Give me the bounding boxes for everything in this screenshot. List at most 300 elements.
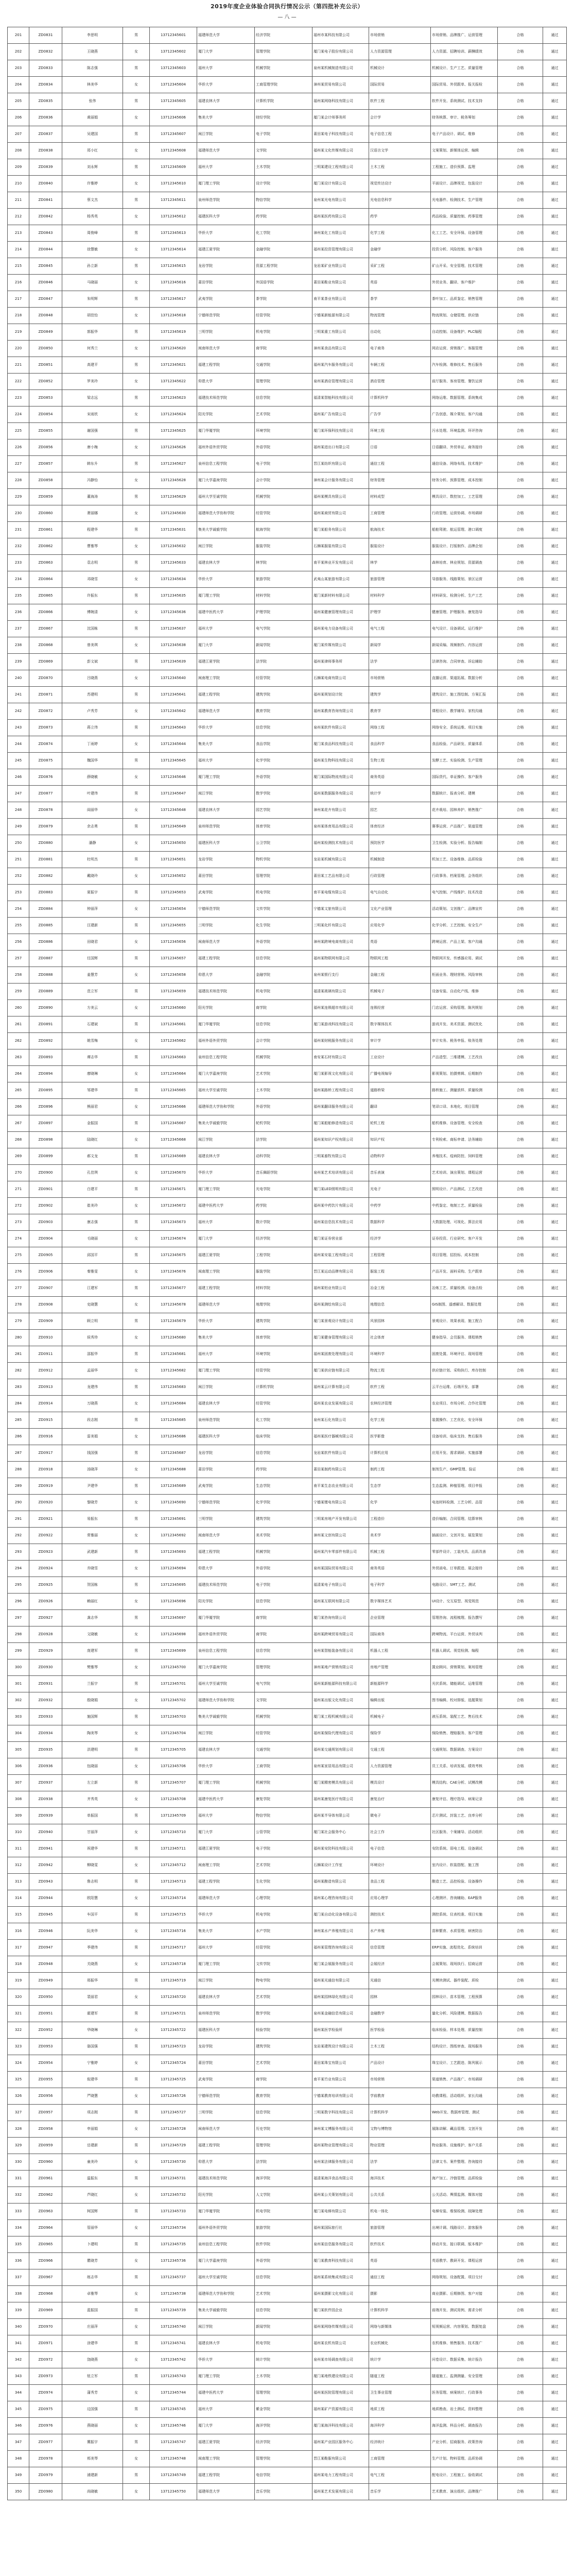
- table-row: [8, 951, 567, 967]
- cell-school: 厦门理工学院: [197, 1363, 255, 1379]
- table-row: [8, 176, 567, 192]
- cell-host-company: 莆田某电子科技有限公司: [312, 126, 369, 143]
- cell-experience-content: 工程施工、造价预算、监理: [431, 159, 498, 176]
- cell-record-code: ZD0976: [29, 2418, 62, 2434]
- cell-sequence-number: 234: [8, 571, 29, 588]
- cell-remark: 通过: [543, 2302, 567, 2319]
- cell-phone-number: 13712345711: [150, 1841, 197, 1857]
- cell-experience-content: 发酵工艺、实验检测、生产管理: [431, 753, 498, 769]
- cell-remark: 通过: [543, 1165, 567, 1181]
- cell-gender: 女: [123, 1725, 150, 1742]
- cell-record-code: ZD0903: [29, 1214, 62, 1231]
- cell-major: 广播电视编导: [369, 1066, 431, 1082]
- cell-gender: 女: [123, 341, 150, 357]
- cell-host-company: 晋江某纺织有限公司: [312, 456, 369, 472]
- table-row: [8, 868, 567, 885]
- cell-sequence-number: 318: [8, 1956, 29, 1973]
- cell-department: 材料学院: [255, 588, 312, 604]
- cell-major: 服装设计: [369, 538, 431, 555]
- table-row: [8, 93, 567, 110]
- cell-phone-number: 13712345624: [150, 406, 197, 423]
- cell-experience-content: 海产加工、冷链管理、品质检验: [431, 2171, 498, 2187]
- cell-department: 建筑学院: [255, 1313, 312, 1330]
- cell-major: 日语: [369, 439, 431, 456]
- cell-experience-content: 游戏开发、美术资源、测试优化: [431, 1016, 498, 1033]
- cell-person-name: 项志刚: [62, 2105, 123, 2121]
- cell-record-code: ZD0944: [29, 1890, 62, 1907]
- cell-phone-number: 13712345696: [150, 1594, 197, 1610]
- cell-remark: 通过: [543, 1363, 567, 1379]
- cell-phone-number: 13712345738: [150, 2286, 197, 2302]
- cell-school: 福建农林大学: [197, 1148, 255, 1165]
- cell-phone-number: 13712345630: [150, 505, 197, 522]
- cell-host-company: 漳州某跨境电商有限公司: [312, 934, 369, 951]
- cell-remark: 通过: [543, 1016, 567, 1033]
- cell-sequence-number: 290: [8, 1495, 29, 1511]
- cell-department: 食品学院: [255, 736, 312, 753]
- cell-experience-content: 中药鉴定、炮制工艺、质量检验: [431, 1198, 498, 1214]
- cell-person-name: 钟丽萍: [62, 901, 123, 918]
- cell-gender: 男: [123, 1874, 150, 1890]
- cell-sequence-number: 292: [8, 1528, 29, 1544]
- cell-person-name: 贺国栋: [62, 1577, 123, 1594]
- cell-gender: 男: [123, 2204, 150, 2220]
- cell-experience-content: 网店运营、营销推广、客服管理: [431, 341, 498, 357]
- cell-remark: 通过: [543, 1528, 567, 1544]
- cell-record-code: ZD0955: [29, 2072, 62, 2088]
- cell-sequence-number: 349: [8, 2467, 29, 2484]
- cell-department: 电气学院: [255, 1676, 312, 1692]
- cell-school: 莆田学院: [197, 1462, 255, 1478]
- cell-major: 物联网工程: [369, 951, 431, 967]
- cell-experience-content: 临床检验、样本处理、质量控制: [431, 2022, 498, 2039]
- cell-department: 化学学院: [255, 753, 312, 769]
- cell-record-code: ZD0832: [29, 44, 62, 60]
- cell-school: 莆田学院: [197, 868, 255, 885]
- cell-school: 福建技术师范学院: [197, 1577, 255, 1594]
- cell-experience-content: 图书编辑、校对排版、选题策划: [431, 1692, 498, 1709]
- table-row: [8, 2105, 567, 2121]
- cell-gender: 女: [123, 505, 150, 522]
- cell-host-company: 石狮某服装有限公司: [312, 538, 369, 555]
- cell-record-code: ZD0863: [29, 555, 62, 571]
- cell-phone-number: 13712345695: [150, 1577, 197, 1594]
- cell-phone-number: 13712345742: [150, 2352, 197, 2368]
- cell-assessment-result: 合格: [498, 2236, 543, 2253]
- cell-record-code: ZD0917: [29, 1445, 62, 1462]
- cell-record-code: ZD0906: [29, 1264, 62, 1280]
- cell-record-code: ZD0975: [29, 2401, 62, 2418]
- cell-department: 服装学院: [255, 1264, 312, 1280]
- cell-remark: 通过: [543, 1775, 567, 1791]
- cell-host-company: 福州某测绘有限公司: [312, 1297, 369, 1313]
- cell-remark: 通过: [543, 1346, 567, 1363]
- table-row: [8, 242, 567, 258]
- cell-sequence-number: 251: [8, 852, 29, 868]
- cell-school: 福建农林大学: [197, 1396, 255, 1412]
- cell-phone-number: 13712345719: [150, 1973, 197, 1989]
- cell-major: 翻译: [369, 1099, 431, 1115]
- cell-person-name: 傅婉清: [62, 604, 123, 621]
- table-row: [8, 984, 567, 1000]
- cell-school: 厦门华厦学院: [197, 1610, 255, 1626]
- cell-assessment-result: 合格: [498, 291, 543, 308]
- cell-remark: 通过: [543, 1511, 567, 1528]
- cell-remark: 通过: [543, 1379, 567, 1396]
- cell-major: 软件工程: [369, 93, 431, 110]
- cell-record-code: ZD0938: [29, 1791, 62, 1808]
- cell-major: 摄影: [369, 2286, 431, 2302]
- table-row: [8, 1758, 567, 1775]
- cell-school: 泉州师范学院: [197, 2006, 255, 2022]
- cell-gender: 女: [123, 934, 150, 951]
- cell-phone-number: 13712345683: [150, 1379, 197, 1396]
- cell-host-company: 福州某数据服务有限公司: [312, 786, 369, 802]
- cell-school: 福州大学至诚学院: [197, 1082, 255, 1099]
- cell-department: 土木学院: [255, 2368, 312, 2385]
- table-row: [8, 1940, 567, 1956]
- cell-gender: 男: [123, 2368, 150, 2385]
- cell-school: 集美大学: [197, 1330, 255, 1346]
- cell-school: 厦门大学嘉庚学院: [197, 1659, 255, 1676]
- cell-assessment-result: 合格: [498, 2253, 543, 2269]
- cell-host-company: 厦门某影视文化有限公司: [312, 1066, 369, 1082]
- cell-gender: 男: [123, 60, 150, 77]
- cell-remark: 通过: [543, 2269, 567, 2286]
- cell-host-company: 泉州某软件有限公司: [312, 720, 369, 736]
- cell-record-code: ZD0907: [29, 1280, 62, 1297]
- cell-assessment-result: 合格: [498, 1626, 543, 1643]
- cell-department: 教育学院: [255, 2088, 312, 2105]
- cell-person-name: 刘永辉: [62, 159, 123, 176]
- cell-department: 管理学院: [255, 1659, 312, 1676]
- cell-department: 设计学院: [255, 176, 312, 192]
- table-row: [8, 819, 567, 835]
- cell-gender: 男: [123, 2006, 150, 2022]
- cell-department: 信息学院: [255, 2269, 312, 2286]
- cell-person-name: 高建平: [62, 357, 123, 374]
- cell-major: 新闻学: [369, 637, 431, 654]
- cell-remark: 通过: [543, 819, 567, 835]
- cell-phone-number: 13712345644: [150, 736, 197, 753]
- cell-sequence-number: 342: [8, 2352, 29, 2368]
- cell-major: 社会体育: [369, 1330, 431, 1346]
- cell-remark: 通过: [543, 2434, 567, 2451]
- table-row: [8, 406, 567, 423]
- table-row: [8, 2451, 567, 2467]
- cell-phone-number: 13712345622: [150, 374, 197, 390]
- cell-sequence-number: 212: [8, 209, 29, 225]
- cell-record-code: ZD0861: [29, 522, 62, 538]
- cell-phone-number: 13712345746: [150, 2418, 197, 2434]
- cell-department: 外语学院: [255, 439, 312, 456]
- cell-record-code: ZD0846: [29, 275, 62, 291]
- cell-major: 英语: [369, 934, 431, 951]
- cell-assessment-result: 合格: [498, 126, 543, 143]
- cell-department: 经管学院: [255, 1363, 312, 1379]
- cell-experience-content: 员工关系、培训发展、绩效考核: [431, 1758, 498, 1775]
- cell-gender: 女: [123, 1264, 150, 1280]
- cell-person-name: 骆国强: [62, 2039, 123, 2055]
- cell-remark: 通过: [543, 143, 567, 159]
- cell-remark: 通过: [543, 1676, 567, 1692]
- table-row: [8, 291, 567, 308]
- cell-person-name: 梁志远: [62, 390, 123, 406]
- cell-major: 土木工程: [369, 2039, 431, 2055]
- cell-school: 集美大学: [197, 110, 255, 126]
- cell-phone-number: 13712345606: [150, 110, 197, 126]
- cell-assessment-result: 合格: [498, 357, 543, 374]
- cell-experience-content: 设备安装、自动化产线、维修: [431, 984, 498, 1000]
- cell-person-name: 潘静: [62, 835, 123, 852]
- cell-phone-number: 13712345720: [150, 1989, 197, 2006]
- cell-department: 药学院: [255, 1462, 312, 1478]
- cell-assessment-result: 合格: [498, 2171, 543, 2187]
- cell-major: 国际商务: [369, 1626, 431, 1643]
- cell-person-name: 陈志强: [62, 60, 123, 77]
- cell-host-company: 厦门某船务有限公司: [312, 522, 369, 538]
- cell-school: 闽江学院: [197, 1379, 255, 1396]
- cell-experience-content: 平面设计、品牌视觉、包装设计: [431, 176, 498, 192]
- cell-assessment-result: 合格: [498, 1462, 543, 1478]
- cell-phone-number: 13712345643: [150, 720, 197, 736]
- cell-host-company: 龙岩某建筑设计有限公司: [312, 2039, 369, 2055]
- cell-record-code: ZD0865: [29, 588, 62, 604]
- cell-remark: 通过: [543, 885, 567, 901]
- cell-gender: 男: [123, 720, 150, 736]
- cell-school: 集美大学: [197, 736, 255, 753]
- cell-experience-content: 物联网开发、传感器应用、调试: [431, 951, 498, 967]
- cell-school: 闽江学院: [197, 538, 255, 555]
- cell-host-company: 南平某电缆有限公司: [312, 885, 369, 901]
- cell-phone-number: 13712345616: [150, 275, 197, 291]
- cell-sequence-number: 297: [8, 1610, 29, 1626]
- cell-school: 福州外语外贸学院: [197, 439, 255, 456]
- cell-phone-number: 13712345619: [150, 324, 197, 341]
- table-row: [8, 2022, 567, 2039]
- cell-host-company: 厦门某咨询有限公司: [312, 1610, 369, 1626]
- cell-sequence-number: 315: [8, 1907, 29, 1923]
- cell-gender: 女: [123, 967, 150, 984]
- cell-phone-number: 13712345670: [150, 1165, 197, 1181]
- cell-sequence-number: 220: [8, 341, 29, 357]
- cell-sequence-number: 326: [8, 2088, 29, 2105]
- cell-remark: 通过: [543, 2236, 567, 2253]
- cell-record-code: ZD0877: [29, 786, 62, 802]
- cell-gender: 女: [123, 1824, 150, 1841]
- cell-school: 福建工程学院: [197, 357, 255, 374]
- cell-person-name: 石建斌: [62, 1016, 123, 1033]
- cell-major: 自动化: [369, 324, 431, 341]
- cell-department: 信息学院: [255, 1016, 312, 1033]
- cell-sequence-number: 289: [8, 1478, 29, 1495]
- cell-department: 管理学院: [255, 2385, 312, 2401]
- cell-sequence-number: 245: [8, 753, 29, 769]
- cell-school: 武夷学院: [197, 1478, 255, 1495]
- cell-department: 海洋学院: [255, 2418, 312, 2434]
- cell-gender: 男: [123, 621, 150, 637]
- cell-assessment-result: 合格: [498, 1016, 543, 1033]
- cell-experience-content: 前厅服务、客房管理、餐饮运营: [431, 374, 498, 390]
- cell-person-name: 郏美琴: [62, 2451, 123, 2467]
- cell-sequence-number: 284: [8, 1396, 29, 1412]
- table-row: [8, 2352, 567, 2368]
- table-row: [8, 1478, 567, 1495]
- table-row: [8, 1956, 567, 1973]
- cell-host-company: 泉州某光电有限公司: [312, 192, 369, 209]
- cell-school: 福建中医药大学: [197, 1791, 255, 1808]
- cell-person-name: 白建平: [62, 1181, 123, 1198]
- cell-sequence-number: 262: [8, 1033, 29, 1049]
- cell-assessment-result: 合格: [498, 1857, 543, 1874]
- cell-remark: 通过: [543, 522, 567, 538]
- cell-school: 福建工程学院: [197, 1280, 255, 1297]
- cell-remark: 通过: [543, 736, 567, 753]
- cell-phone-number: 13712345677: [150, 1280, 197, 1297]
- cell-record-code: ZD0844: [29, 242, 62, 258]
- cell-remark: 通过: [543, 2368, 567, 2385]
- cell-assessment-result: 合格: [498, 1907, 543, 1923]
- cell-phone-number: 13712345672: [150, 1198, 197, 1214]
- cell-experience-content: 光模块测试、器件装配、质检: [431, 1973, 498, 1989]
- cell-major: 护理学: [369, 604, 431, 621]
- cell-school: 福州外语外贸学院: [197, 1626, 255, 1643]
- table-row: [8, 885, 567, 901]
- cell-phone-number: 13712345692: [150, 1528, 197, 1544]
- cell-phone-number: 13712345603: [150, 60, 197, 77]
- cell-major: 财务管理: [369, 472, 431, 489]
- cell-assessment-result: 合格: [498, 2072, 543, 2088]
- cell-experience-content: 物业服务、设施维护、客户关系: [431, 2138, 498, 2154]
- cell-major: 材料科学: [369, 588, 431, 604]
- cell-department: 交通学院: [255, 357, 312, 374]
- cell-assessment-result: 合格: [498, 802, 543, 819]
- cell-sequence-number: 329: [8, 2138, 29, 2154]
- cell-record-code: ZD0959: [29, 2138, 62, 2154]
- cell-experience-content: 安防系统、弱电工程、设备调试: [431, 1841, 498, 1857]
- cell-phone-number: 13712345639: [150, 654, 197, 670]
- cell-person-name: 黎晓芳: [62, 1495, 123, 1511]
- cell-host-company: 福州某进出口有限公司: [312, 439, 369, 456]
- cell-record-code: ZD0868: [29, 637, 62, 654]
- cell-remark: 通过: [543, 1874, 567, 1890]
- cell-sequence-number: 321: [8, 2006, 29, 2022]
- cell-host-company: 厦门某会展服务有限公司: [312, 1956, 369, 1973]
- cell-record-code: ZD0856: [29, 439, 62, 456]
- cell-record-code: ZD0858: [29, 472, 62, 489]
- cell-experience-content: 产品造型、三维建模、工艺改良: [431, 1049, 498, 1066]
- cell-remark: 通过: [543, 951, 567, 967]
- cell-record-code: ZD0941: [29, 1841, 62, 1857]
- cell-sequence-number: 301: [8, 1676, 29, 1692]
- cell-major: 机械电子: [369, 984, 431, 1000]
- cell-record-code: ZD0849: [29, 324, 62, 341]
- cell-assessment-result: 合格: [498, 406, 543, 423]
- cell-assessment-result: 合格: [498, 1709, 543, 1725]
- cell-record-code: ZD0978: [29, 2451, 62, 2467]
- cell-host-company: 福州某农业发展有限公司: [312, 1396, 369, 1412]
- cell-remark: 通过: [543, 374, 567, 390]
- cell-assessment-result: 合格: [498, 2467, 543, 2484]
- table-row: [8, 2220, 567, 2236]
- cell-host-company: 福州某国际旅行社: [312, 2220, 369, 2236]
- cell-experience-content: 产品开发、面料采购、生产跟单: [431, 1264, 498, 1280]
- cell-experience-content: 酿造工艺、品控检验、设备操作: [431, 1874, 498, 1890]
- cell-remark: 通过: [543, 2072, 567, 2088]
- cell-remark: 通过: [543, 868, 567, 885]
- cell-school: 泉州师范学院: [197, 192, 255, 209]
- cell-remark: 通过: [543, 2121, 567, 2138]
- cell-sequence-number: 232: [8, 538, 29, 555]
- cell-department: 动科学院: [255, 1148, 312, 1165]
- cell-record-code: ZD0920: [29, 1495, 62, 1511]
- cell-major: 服装工程: [369, 1264, 431, 1280]
- cell-sequence-number: 279: [8, 1313, 29, 1330]
- cell-phone-number: 13712345651: [150, 852, 197, 868]
- cell-person-name: 秦雅雯: [62, 1264, 123, 1280]
- cell-host-company: 泉州某金融信息有限公司: [312, 2006, 369, 2022]
- cell-gender: 男: [123, 555, 150, 571]
- cell-assessment-result: 合格: [498, 654, 543, 670]
- cell-person-name: 董海涛: [62, 489, 123, 505]
- cell-major: 应用心理学: [369, 1890, 431, 1907]
- cell-school: 福建工程学院: [197, 951, 255, 967]
- table-row: [8, 324, 567, 341]
- cell-assessment-result: 合格: [498, 2006, 543, 2022]
- cell-gender: 男: [123, 1709, 150, 1725]
- cell-school: 福建农林大学: [197, 802, 255, 819]
- cell-assessment-result: 合格: [498, 258, 543, 275]
- cell-assessment-result: 合格: [498, 2204, 543, 2220]
- cell-remark: 通过: [543, 621, 567, 637]
- cell-school: 福建工程学院: [197, 2467, 255, 2484]
- cell-school: 厦门大学: [197, 2418, 255, 2434]
- cell-experience-content: 花卉栽培、园林养护、销售推广: [431, 802, 498, 819]
- cell-remark: 通过: [543, 2138, 567, 2154]
- cell-major: 汉语言文学: [369, 143, 431, 159]
- cell-department: 体育学院: [255, 819, 312, 835]
- table-row: [8, 1808, 567, 1824]
- cell-host-company: 福州某摄影文化有限公司: [312, 2286, 369, 2302]
- cell-remark: 通过: [543, 1725, 567, 1742]
- cell-remark: 通过: [543, 1115, 567, 1132]
- cell-host-company: 福州某电力工程有限公司: [312, 2467, 369, 2484]
- cell-remark: 通过: [543, 2451, 567, 2467]
- cell-assessment-result: 合格: [498, 275, 543, 291]
- cell-record-code: ZD0937: [29, 1775, 62, 1791]
- table-row: [8, 225, 567, 242]
- cell-department: 统计学院: [255, 2352, 312, 2368]
- cell-major: 工程造价: [369, 1511, 431, 1528]
- cell-remark: 通过: [543, 588, 567, 604]
- cell-record-code: ZD0885: [29, 918, 62, 934]
- cell-remark: 通过: [543, 275, 567, 291]
- cell-department: 土木学院: [255, 1082, 312, 1099]
- cell-major: 统计学: [369, 786, 431, 802]
- cell-experience-content: 食品检验、产品研发、质量体系: [431, 736, 498, 753]
- cell-major: 电子信息: [369, 1841, 431, 1857]
- cell-department: 康复学院: [255, 1791, 312, 1808]
- cell-gender: 男: [123, 654, 150, 670]
- cell-department: 音乐学院: [255, 2484, 312, 2500]
- cell-remark: 通过: [543, 110, 567, 126]
- cell-person-name: 廖晓琳: [62, 1066, 123, 1082]
- cell-assessment-result: 合格: [498, 1511, 543, 1528]
- cell-host-company: 漳州某花卉有限公司: [312, 802, 369, 819]
- cell-host-company: 福州某医学检验所: [312, 2022, 369, 2039]
- cell-remark: 通过: [543, 2039, 567, 2055]
- cell-phone-number: 13712345663: [150, 1049, 197, 1066]
